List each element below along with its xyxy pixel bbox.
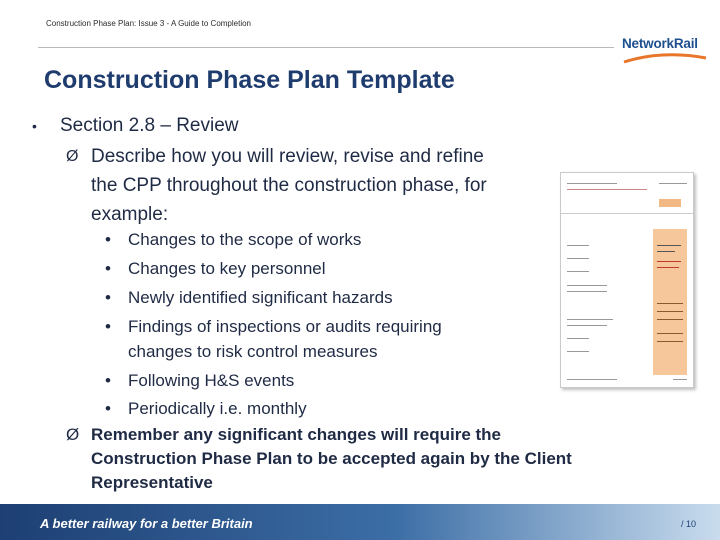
section-heading: Section 2.8 – Review: [60, 115, 239, 136]
remember-line-3: Representative: [91, 473, 213, 492]
network-rail-logo: [622, 36, 708, 64]
page-title: Construction Phase Plan Template: [44, 66, 455, 94]
footer-bar: [0, 504, 720, 540]
arrow-marker: Ø: [66, 425, 80, 444]
footer-slogan: A better railway for a better Britain: [40, 516, 253, 531]
header-divider: [38, 47, 614, 48]
describe-line-2: the CPP throughout the construction phase, for: [91, 175, 487, 196]
logo-text: NetworkRail: [622, 36, 698, 51]
remember-line-2: Construction Phase Plan to be accepted again by the Client: [91, 449, 572, 468]
page-number: / 10: [680, 519, 696, 529]
describe-line-1: Describe how you will review, revise and refine: [91, 146, 484, 167]
arrow-marker: Ø: [66, 148, 79, 165]
describe-line-3: example:: [91, 204, 169, 225]
document-header-title: Construction Phase Plan: Issue 3 - A Guide to Completion: [46, 19, 252, 28]
document-thumbnail: [560, 172, 694, 388]
bullet-marker: •: [32, 118, 37, 134]
remember-line-1: Remember any significant changes will require the: [91, 425, 502, 444]
logo-swoosh-icon: [622, 52, 708, 66]
